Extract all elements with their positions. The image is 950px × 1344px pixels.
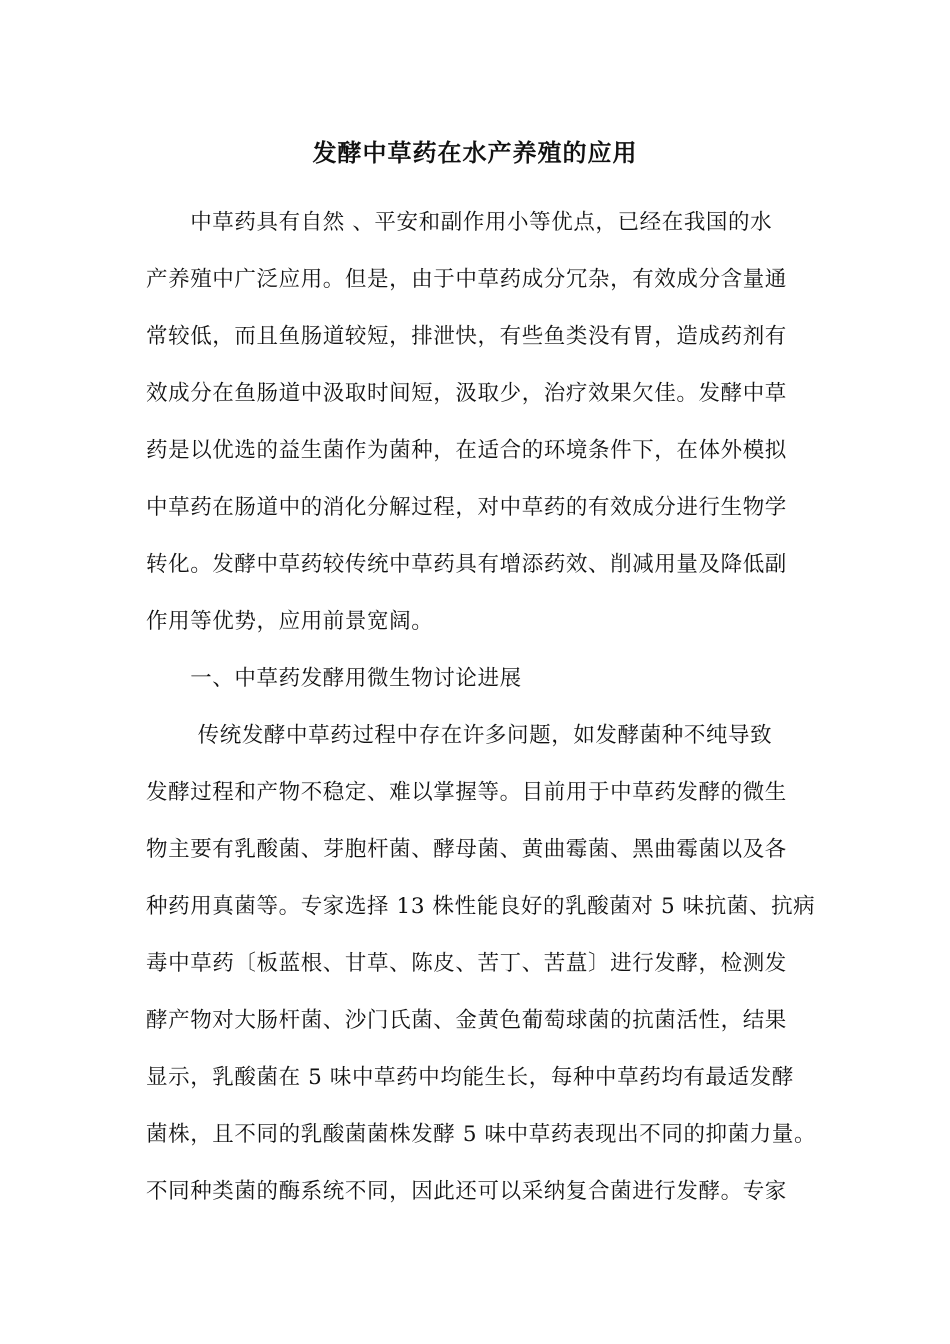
- paragraph-line: 发酵过程和产物不稳定、难以掌握等。目前用于中草药发酵的微生: [146, 780, 787, 805]
- paragraph-line: 中草药在肠道中的消化分解过程，对中草药的有效成分进行生物学: [146, 495, 787, 520]
- paragraph-line: 显示，乳酸菌在 5 味中草药中均能生长，每种中草药均有最适发酵: [146, 1065, 794, 1090]
- paragraph-line: 酵产物对大肠杆菌、沙门氏菌、金黄色葡萄球菌的抗菌活性，结果: [146, 1008, 787, 1033]
- paragraph-line: 毒中草药〔板蓝根、甘草、陈皮、苦丁、苦蒀〕进行发酵，检测发: [146, 951, 787, 976]
- paragraph-line: 菌株，且不同的乳酸菌菌株发酵 5 味中草药表现出不同的抑菌力量。: [146, 1122, 817, 1147]
- paragraph-line: 产养殖中广泛应用。但是，由于中草药成分冗杂，有效成分含量通: [146, 267, 787, 292]
- paragraph-line: 不同种类菌的酶系统不同，因此还可以采纳复合菌进行发酵。专家: [146, 1179, 787, 1204]
- paragraph-line: 效成分在鱼肠道中汲取时间短，汲取少，治疗效果欠佳。发酵中草: [146, 381, 787, 406]
- document-title: 发酵中草药在水产养殖的应用: [312, 138, 638, 167]
- paragraph-line: 中草药具有自然 、平安和副作用小等优点，已经在我国的水: [146, 210, 773, 235]
- paragraph-line: 药是以优选的益生菌作为菌种，在适合的环境条件下，在体外模拟: [146, 438, 787, 463]
- paragraph-line: 作用等优势，应用前景宽阔。: [146, 609, 434, 634]
- paragraph-line: 常较低，而且鱼肠道较短，排泄快，有些鱼类没有胃，造成药剂有: [146, 324, 787, 349]
- section-heading: 一、中草药发酵用微生物讨论进展: [146, 666, 522, 691]
- paragraph-line: 传统发酵中草药过程中存在许多问题，如发酵菌种不纯导致: [146, 723, 773, 748]
- paragraph-line: 物主要有乳酸菌、芽胞杆菌、酵母菌、黄曲霉菌、黑曲霉菌以及各: [146, 837, 787, 862]
- paragraph-line: 种药用真菌等。专家选择 13 株性能良好的乳酸菌对 5 味抗菌、抗病: [146, 894, 816, 919]
- paragraph-line: 转化。发酵中草药较传统中草药具有增添药效、削减用量及降低副: [146, 552, 787, 577]
